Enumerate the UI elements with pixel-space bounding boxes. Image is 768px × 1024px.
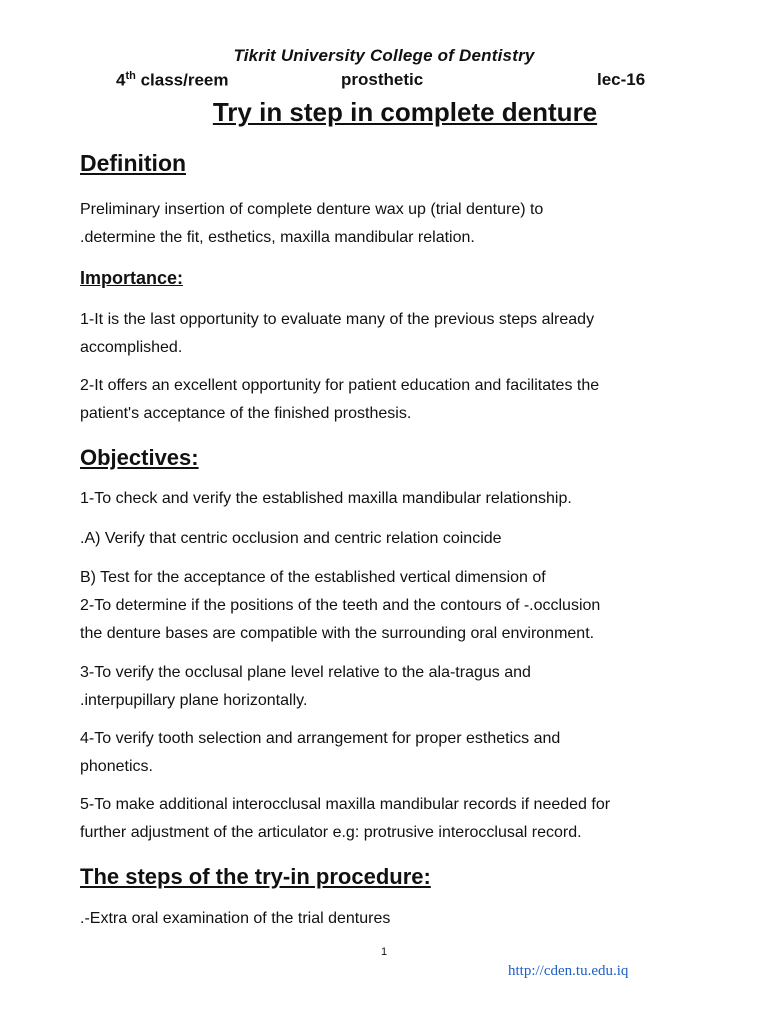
- objectives-heading: Objectives:: [80, 445, 199, 470]
- objective-5-line-1: 5-To make additional interocclusal maxilla mandibular records if needed for: [80, 796, 611, 813]
- page-number: 1: [380, 946, 388, 958]
- objective-3-line-1: 3-To verify the occlusal plane level relative to the ala-tragus and: [80, 664, 531, 681]
- importance-1-line-1: 1-It is the last opportunity to evaluate many of the previous steps already: [80, 311, 595, 328]
- objective-4-line-1: 4-To verify tooth selection and arrangement for proper esthetics and: [80, 730, 561, 747]
- objective-1: 1-To check and verify the established maxilla mandibular relationship.: [80, 490, 572, 507]
- objective-2-line-1: 2-To determine if the positions of the teeth and the contours of -.occlusion: [80, 597, 601, 614]
- lecture-label: lec-16: [597, 70, 646, 89]
- class-rest: class/reem: [135, 70, 229, 90]
- objective-b: B) Test for the acceptance of the established vertical dimension of: [80, 569, 546, 586]
- objective-3-line-2: .interpupillary plane horizontally.: [80, 692, 308, 709]
- subject-label: prosthetic: [341, 70, 424, 89]
- footer-url-link[interactable]: http://cden.tu.edu.iq: [508, 963, 629, 979]
- objective-5-line-2: further adjustment of the articulator e.g: protrusive interocclusal record.: [80, 824, 582, 841]
- importance-2-line-2: patient's acceptance of the finished prosthesis.: [80, 405, 412, 422]
- class-number: 4: [116, 70, 126, 90]
- objective-a: .A) Verify that centric occlusion and centric relation coincide: [80, 530, 502, 547]
- importance-2-line-1: 2-It offers an excellent opportunity for patient education and facilitates the: [80, 377, 600, 394]
- importance-1-line-2: accomplished.: [80, 339, 183, 356]
- page-title: Try in step in complete denture: [212, 97, 598, 127]
- definition-line-2: .determine the fit, esthetics, maxilla mandibular relation.: [80, 229, 475, 246]
- definition-line-1: Preliminary insertion of complete denture wax up (trial denture) to: [80, 201, 544, 218]
- class-label: [116, 70, 229, 91]
- step-1: .-Extra oral examination of the trial dentures: [80, 910, 391, 927]
- steps-heading: The steps of the try-in procedure:: [80, 864, 431, 889]
- university-name: Tikrit University College of Dentistry: [233, 46, 535, 65]
- class-superscript: th: [125, 70, 136, 82]
- objective-4-line-2: phonetics.: [80, 758, 153, 775]
- definition-heading: Definition: [80, 150, 187, 176]
- importance-heading: Importance:: [80, 268, 184, 288]
- objective-2-line-2: the denture bases are compatible with the surrounding oral environment.: [80, 625, 595, 642]
